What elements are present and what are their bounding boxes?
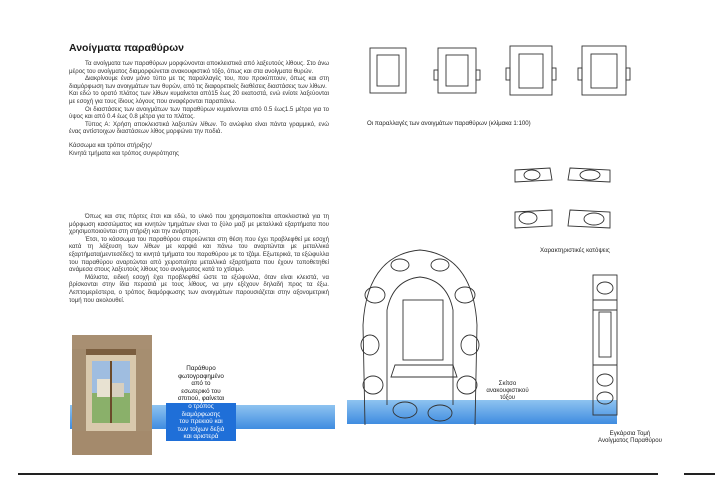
window-photo (72, 335, 152, 455)
caption-line: διαμόρφωσης (166, 411, 236, 419)
intro-text (69, 60, 329, 157)
section-drawing (585, 270, 625, 420)
caption-line: του πρεκιού και (166, 418, 236, 426)
caption-line: Εγκάρσια Τομή (609, 430, 651, 437)
variations-caption: Οι παραλλαγές των ανοιγμάτων παραθύρων (κλίμακα 1:100) (367, 120, 531, 127)
paragraph: Τα ανοίγματα των παραθύρων μορφώνονται αποκλειστικά από λαξευτούς λίθους. Στο άνω μέρος του ανοίγματος διαμορφώνεται ανακουφιστικό τόξο, όπως και στα ανοίγματα θυρών. (69, 60, 329, 75)
window-variations-drawing (360, 40, 640, 100)
caption-line: φωτογραφημένο (178, 372, 224, 380)
paragraph: Έτσι, το κάσσωμα του παραθύρου στερεώνεται στη θέση που έχει προβλεφθεί με εσοχή κατά τη λάξευση των λίθων με καρφιά και πάνω του αναρτώνται με μεταλλικά εξαρτήματα(μεντεσέδες) τα κινητά τμήματα του παραθύρου με το τζάμι. Εξωτερικά, τα εξώφυλλα του παραθύρου αναρτώνται από χειροποίητα μεταλλικά εξαρτήματα που έχουν τοποθετηθεί ανάμεσα στους λαξευτούς λίθους του ανοίγματος κατά το χτίσιμο. (69, 235, 329, 274)
photo-caption (166, 365, 236, 441)
paragraph: Και εδώ το ορατό πλάτος των λίθων κυμαίνεται από15 έως 20 εκατοστά, ενώ ενίοτε λαξεύονται με εσοχή για τους ίδιους λόγους που αναφέρονται παραπάνω. (69, 90, 329, 105)
subheading: Κινητά τμήματα και τρόπος συγκρότησης (69, 149, 179, 157)
caption-line: ο τρόπος (166, 403, 236, 411)
plans-drawing (510, 150, 620, 240)
paragraph: Οι διαστάσεις των ανοιγμάτων των παραθύρων κυμαίνονται από 0.5 έως1.5 μέτρα για το ύψος και από 0.4 έως 0.8 μέτρα για το πλάτος. (69, 105, 329, 121)
subheading: Κάσσωμα και τρόποι στήριξης/ (69, 141, 152, 149)
page-divider (684, 473, 715, 475)
caption-line: Ανοίγματος Παραθύρου (598, 437, 662, 444)
page-divider (18, 473, 658, 475)
caption-line: από το (191, 380, 211, 388)
caption-line: Σκίτσο (498, 380, 517, 387)
arch-sketch-caption (485, 380, 530, 401)
caption-line: εσωτερικό του (181, 387, 221, 395)
paragraph: Διακρίνουμε έναν μόνο τύπο με τις παραλλαγές του, που προκύπτουν, όπως και στη διαμόρφωση των ανοιγμάτων των θυρών, από τις διαφορετικές διαθέσεις διαστάσεις των λίθων. (69, 75, 329, 90)
caption-line: σπιτιού, φαίνεται (177, 395, 225, 403)
caption-line: Παράθυρο (186, 365, 216, 372)
caption-line: των τοίχων δεξιά (166, 426, 236, 434)
arch-sketch-drawing (345, 235, 495, 435)
support-text (69, 213, 329, 304)
caption-line: τόξου (499, 394, 516, 401)
section-caption (590, 430, 670, 444)
caption-line: ανακουφιστικού (486, 387, 529, 394)
caption-line: και αριστερά (166, 433, 236, 441)
paragraph: Τύπος Α: Χρήση αποκλειστικά λαξευτών λίθων. Το ανώφλιο είναι πάντα γραμμικό, ενώ ένας αντίστοιχων διαστάσεων λίθος μορφώνει την ποδιά. (69, 120, 329, 136)
paragraph: Μάλιστα, ειδική εσοχή έχει προβλεφθεί ώστε τα εξώφυλλα, όταν είναι κλειστά, να βρίσκονται στην ίδια περασιά με τους λίθους, να μην εξέχουν δηλαδή προς τα έξω. Λεπτομερέστερα, ο τρόπος διαμόρφωσης των ανοιγμάτων παρουσιάζεται στην αξονομετρική τομή που ακολουθεί. (69, 273, 329, 304)
plans-caption: Χαρακτηριστικές κατόψεις (540, 247, 610, 254)
page-title: Ανοίγματα παραθύρων (69, 42, 184, 54)
paragraph: Όπως και στις πόρτες έτσι και εδώ, το υλικό που χρησιμοποιείται αποκλειστικά για τη μόρφωση κασσώματος και κινητών τμημάτων είναι το ξύλο μαζί με μεταλλικά εξαρτήματα που χρησιμοποιούνται στη στήριξη και την ανάρτηση. (69, 213, 329, 236)
